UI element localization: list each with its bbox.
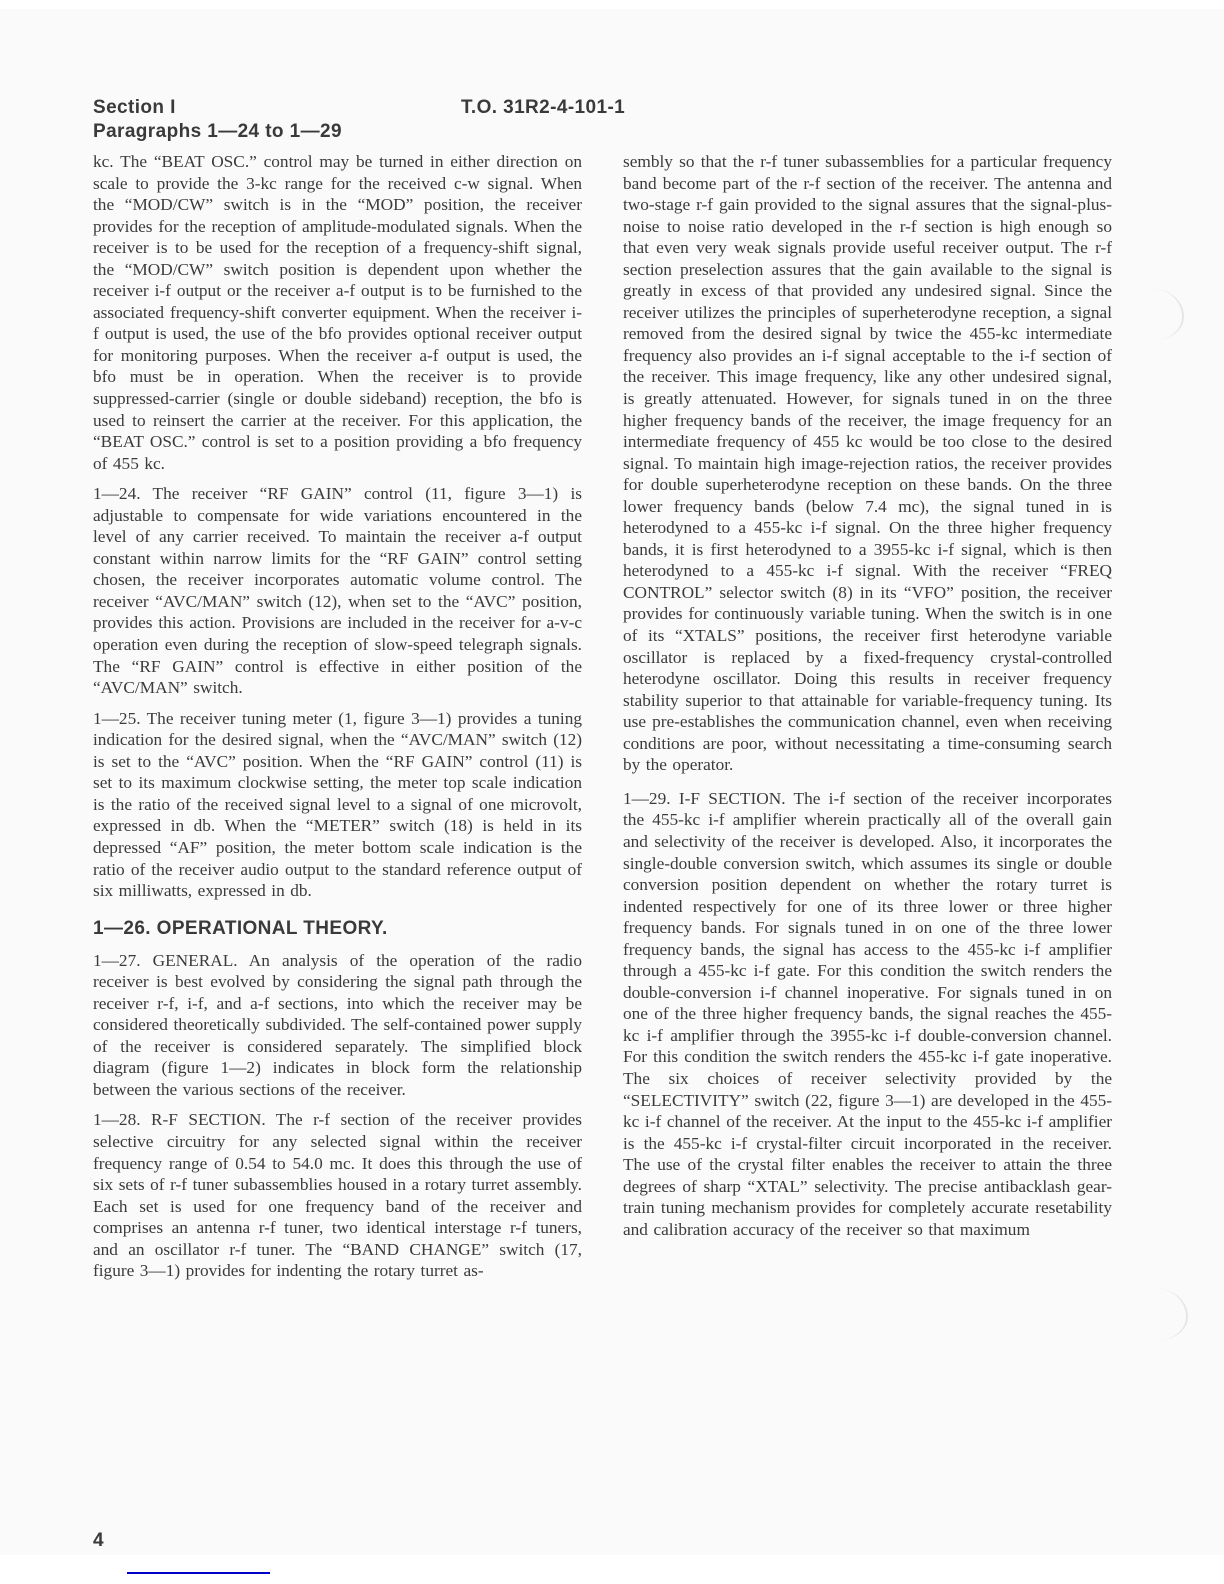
paragraph-1-28-continuation: sembly so that the r-f tuner subassemblies for a particular frequency band become part of the r-f section of the receiver. The antenna and two-stage r-f gain provided to the signal assures that the signal-plus-noise to noise ratio developed in the r-f section is high enough so that even very weak signals provide useful receiver output. The r-f section preselection assures that the gain available to the signal is greatly in excess of that provided any undesired signal. Since the receiver utilizes the principles of superheterodyne reception, a signal removed from the desired signal by twice the 455-kc intermediate frequency also provides an i-f signal acceptable to the i-f section of the receiver. This image frequency, like any other undesired signal, is greatly attenuated. However, for signals tuned in on the three higher frequency bands of the receiver, the image frequency for an intermediate frequency of 455 kc would be too close to the desired signal. To maintain high image-rejection ratios, the receiver provides for double superheterodyne reception on these bands. On the three lower frequency bands (below 7.4 mc), the signal tuned in is heterodyned to a 455-kc i-f signal. On the three higher frequency bands, it is first heterodyned to a 3955-kc i-f signal, which is then heterodyned to a 455-kc i-f signal. With the receiver “FREQ CONTROL” selector switch (8) in its “VFO” position, the receiver provides for continuously variable tuning. When the switch is in one of its “XTALS” positions, the receiver first heterodyne variable oscillator is replaced by a fixed-frequency crystal-controlled heterodyne oscillator. Doing this results in receiver frequency stability superior to that attainable for variable-frequency tuning. Its use pre-establishes the communication channel, even when receiving conditions are poor, without necessitating a time-consuming search by the operator. xyxy=(623,152,1112,775)
header-technical-order-number: T.O. 31R2-4-101-1 xyxy=(461,97,626,118)
section-heading-1-26-operational-theory: 1—26. OPERATIONAL THEORY. xyxy=(93,917,388,939)
footer-link-underline[interactable] xyxy=(127,1572,270,1574)
paragraph-beat-osc-continuation: kc. The “BEAT OSC.” control may be turned in either direction on scale to provide the 3-kc range for the received c-w signal. When the “MOD/CW” switch is in the “MOD” position, the receiver provides for the reception of amplitude-modulated signals. When the receiver is to be used for the reception of a frequency-shift signal, the “MOD/CW” switch position is dependent upon whether the receiver i-f output or the receiver a-f output is to be furnished to the associated frequency-shift converter equipment. When the receiver i-f output is used, the use of the bfo provides optional receiver output for monitoring purposes. When the receiver a-f output is used, the bfo must be in operation. When the receiver is to provide suppressed-carrier (single or double sideband) reception, the bfo is used to reinsert the carrier at the receiver. For this application, the “BEAT OSC.” control is set to a position providing a bfo frequency of 455 kc. xyxy=(93,152,582,473)
left-column xyxy=(93,151,582,1291)
paragraph-1-24: 1—24. The receiver “RF GAIN” control (11, figure 3—1) is adjustable to compensate for wide variations encountered in the level of any carrier received. To maintain the receiver a-f output constant within narrow limits for the “RF GAIN” control setting chosen, the receiver incorporates automatic volume control. The receiver “AVC/MAN” switch (12), when set to the “AVC” position, provides this action. Provisions are included in the receiver for a-v-c operation even during the reception of slow-speed telegraph signals. The “RF GAIN” control is effective in either position of the “AVC/MAN” switch. xyxy=(93,484,582,698)
paragraph-1-27-general: 1—27. GENERAL. An analysis of the operation of the radio receiver is best evolved by considering the signal path through the receiver r-f, i-f, and a-f sections, into which the receiver may be considered theoretically subdivided. The self-contained power supply of the receiver is considered separately. The simplified block diagram (figure 1—2) indicates in block form the relationship between the various sections of the receiver. xyxy=(93,950,582,1099)
paragraph-1-29-if-section: 1—29. I-F SECTION. The i-f section of the receiver incorporates the 455-kc i-f amplifier wherein practically all of the overall gain and selectivity of the receiver is developed. Also, it incorporates the single-double conversion switch, which assumes its single or double conversion position dependent on whether the rotary turret is indented respectively for one of its three lower or three higher frequency bands. For signals tuned in on one of the three lower frequency bands, the signal has access to the 455-kc i-f amplifier through a 455-kc i-f gate. For this condition the switch renders the double-conversion i-f channel inoperative. For signals tuned in on one of the three higher frequency bands, the signal reaches the 455-kc i-f amplifier through the 3955-kc i-f double-conversion channel. For this condition the switch renders the 455-kc i-f gate inoperative. The six choices of receiver selectivity provided by the “SELECTIVITY” switch (22, figure 3—1) are developed in the 455-kc i-f channel of the receiver. At the input to the 455-kc i-f amplifier is the 455-kc i-f crystal-filter circuit incorporated in the receiver. The use of the crystal filter enables the receiver to attain the three degrees of sharp “XTAL” selectivity. The precise antibacklash gear-train tuning mechanism provides for completely accurate resetability and calibration accuracy of the receiver so that maximum xyxy=(623,788,1112,1239)
header-section-label: Section I xyxy=(93,97,176,118)
right-column xyxy=(623,151,1112,1249)
paragraph-1-28-rf-section: 1—28. R-F SECTION. The r-f section of the receiver provides selective circuitry for any selected signal within the receiver frequency range of 0.54 to 54.0 mc. It does this through the use of six sets of r-f tuner subassemblies housed in a rotary turret assembly. Each set is used for one frequency band of the receiver and comprises an antenna r-f tuner, two identical interstage r-f tuners, and an oscillator r-f tuner. The “BAND CHANGE” switch (17, figure 3—1) provides for indenting the rotary turret as- xyxy=(93,1110,582,1281)
page-number: 4 xyxy=(93,1530,104,1551)
paragraph-1-25: 1—25. The receiver tuning meter (1, figure 3—1) provides a tuning indication for the desired signal, when the “AVC/MAN” switch (12) is set to the “AVC” position. When the “RF GAIN” control (11) is set to its maximum clockwise setting, the meter top scale indication is the ratio of the received signal level to a signal of one microvolt, expressed in db. When the “METER” switch (18) is held in its depressed “AF” position, the meter bottom scale indication is the ratio of the receiver audio output to the standard reference output of six milliwatts, expressed in db. xyxy=(93,708,582,901)
header-paragraphs-range: Paragraphs 1—24 to 1—29 xyxy=(93,121,342,142)
